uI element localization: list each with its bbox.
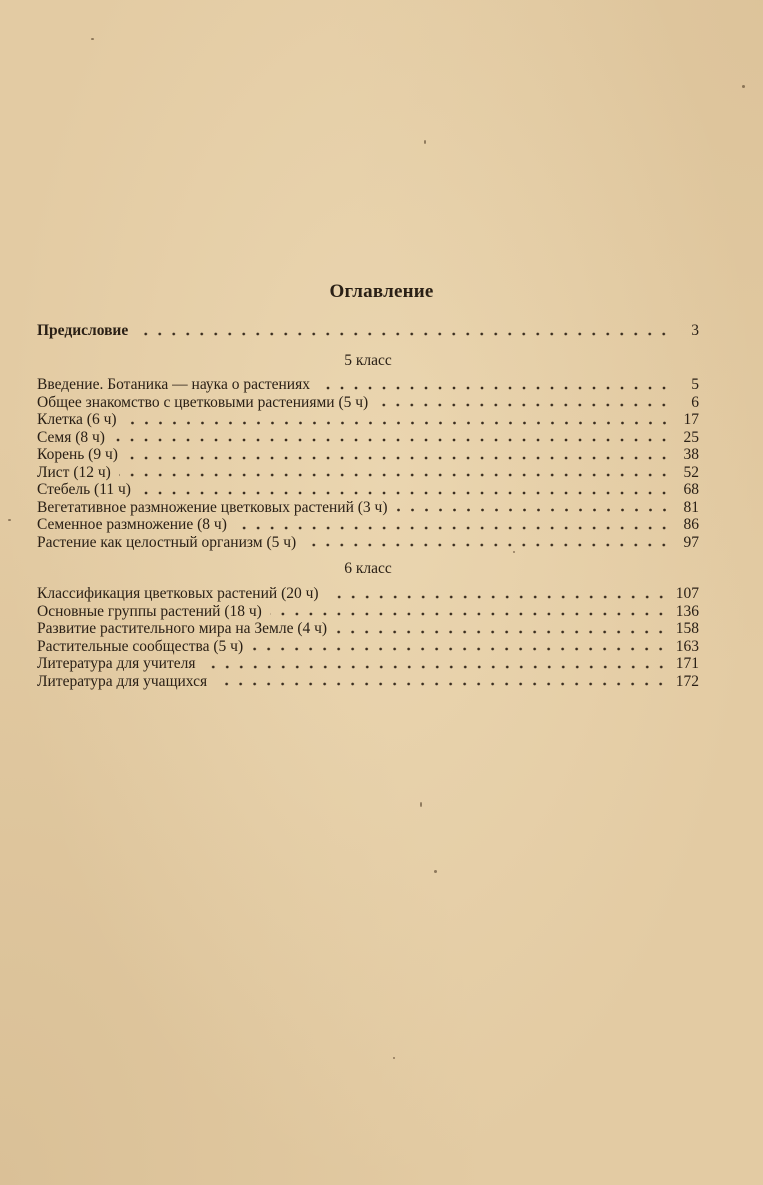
- toc-row: [37, 394, 699, 412]
- grade6-block: [37, 558, 699, 690]
- toc-row: [37, 411, 699, 429]
- page-title: Оглавление: [329, 281, 434, 302]
- dot-leader: [396, 500, 672, 512]
- grade6-list: [37, 585, 699, 690]
- dot-leader: [327, 587, 668, 599]
- toc-row: [37, 429, 699, 447]
- toc-entry-label: Основные группы растений (18 ч): [37, 602, 262, 620]
- toc-row: [37, 499, 699, 517]
- toc-page-number: 38: [683, 446, 699, 463]
- toc-page-number: 6: [691, 393, 699, 411]
- toc-row: [37, 481, 699, 499]
- dot-leader: [270, 604, 668, 616]
- dot-leader: [318, 378, 671, 390]
- toc-row: [37, 376, 699, 394]
- dot-leader: [126, 448, 671, 460]
- toc-page-number: 172: [675, 672, 699, 690]
- paper-speck: [420, 802, 422, 807]
- toc-row-preface: [37, 322, 699, 340]
- toc-entry-label: Стебель (11 ч): [37, 481, 131, 498]
- paper-speck: [513, 551, 515, 553]
- toc-entry-label: Литература для учителя: [37, 655, 196, 672]
- dot-leader: [204, 657, 668, 669]
- grade5-list: [37, 376, 699, 551]
- paper-speck: [742, 85, 745, 88]
- dot-leader: [119, 465, 671, 477]
- toc-row: [37, 603, 699, 621]
- dot-leader: [125, 413, 671, 425]
- toc-entry-label: Растительные сообщества (5 ч): [37, 637, 244, 655]
- toc-row: [37, 620, 699, 638]
- dot-leader: [335, 622, 668, 634]
- dot-leader: [251, 639, 668, 651]
- toc-page-number: 3: [691, 322, 699, 339]
- paper-speck: [393, 1057, 395, 1059]
- dot-leader: [113, 430, 671, 442]
- toc-entry-label: Семя (8 ч): [37, 428, 105, 446]
- grade6-heading: 6 класс: [344, 560, 392, 577]
- toc-page-number: 25: [683, 428, 699, 446]
- toc-row: [37, 638, 699, 656]
- toc-entry-label: Введение. Ботаника — наука о растениях: [37, 376, 310, 393]
- toc-page-number: 5: [691, 376, 699, 393]
- paper-speck: [424, 140, 426, 144]
- dot-leader: [304, 535, 671, 547]
- toc-entry-label: Растение как целостный организм (5 ч): [37, 533, 297, 551]
- toc-entry-label: Вегетативное размножение цветковых растений (3 ч): [37, 498, 388, 516]
- paper-speck: [434, 870, 437, 873]
- toc-row: [37, 446, 699, 464]
- toc-page-number: 86: [683, 516, 699, 533]
- toc-entry-label: Общее знакомство с цветковыми растениями (5 ч): [37, 393, 369, 411]
- toc-row: [37, 585, 699, 603]
- toc-entry-label: Предисловие: [37, 322, 129, 339]
- toc-row: [37, 534, 699, 552]
- toc-page-number: 158: [675, 620, 699, 637]
- toc-row: [37, 464, 699, 482]
- toc-page-number: 81: [683, 498, 699, 516]
- toc-page-number: 163: [675, 637, 699, 655]
- dot-leader: [136, 324, 671, 336]
- paper-speck: [8, 519, 11, 521]
- dot-leader: [215, 674, 668, 686]
- toc-page-number: 107: [675, 585, 699, 602]
- grade5-heading: 5 класс: [344, 352, 392, 369]
- toc-page-number: 97: [683, 533, 699, 551]
- toc-entry-label: Литература для учащихся: [37, 672, 208, 690]
- toc-page-number: 17: [683, 411, 699, 428]
- toc-entry-label: Семенное размножение (8 ч): [37, 516, 227, 533]
- preface-block: [37, 322, 699, 340]
- toc-row: [37, 673, 699, 691]
- dot-leader: [376, 395, 671, 407]
- toc-row: [37, 655, 699, 673]
- paper-speck: [91, 38, 94, 40]
- toc-entry-label: Лист (12 ч): [37, 463, 111, 481]
- toc-entry-label: Развитие растительного мира на Земле (4 ч): [37, 620, 328, 637]
- toc-page-number: 171: [675, 655, 699, 672]
- grade5-block: [37, 350, 699, 551]
- dot-leader: [235, 518, 671, 530]
- dot-leader: [139, 483, 671, 495]
- toc-entry-label: Корень (9 ч): [37, 446, 118, 463]
- toc-page-number: 136: [675, 602, 699, 620]
- toc-entry-label: Классификация цветковых растений (20 ч): [37, 585, 319, 602]
- toc-page-number: 52: [683, 463, 699, 481]
- toc-entry-label: Клетка (6 ч): [37, 411, 117, 428]
- toc-row: [37, 516, 699, 534]
- toc-page-number: 68: [683, 481, 699, 498]
